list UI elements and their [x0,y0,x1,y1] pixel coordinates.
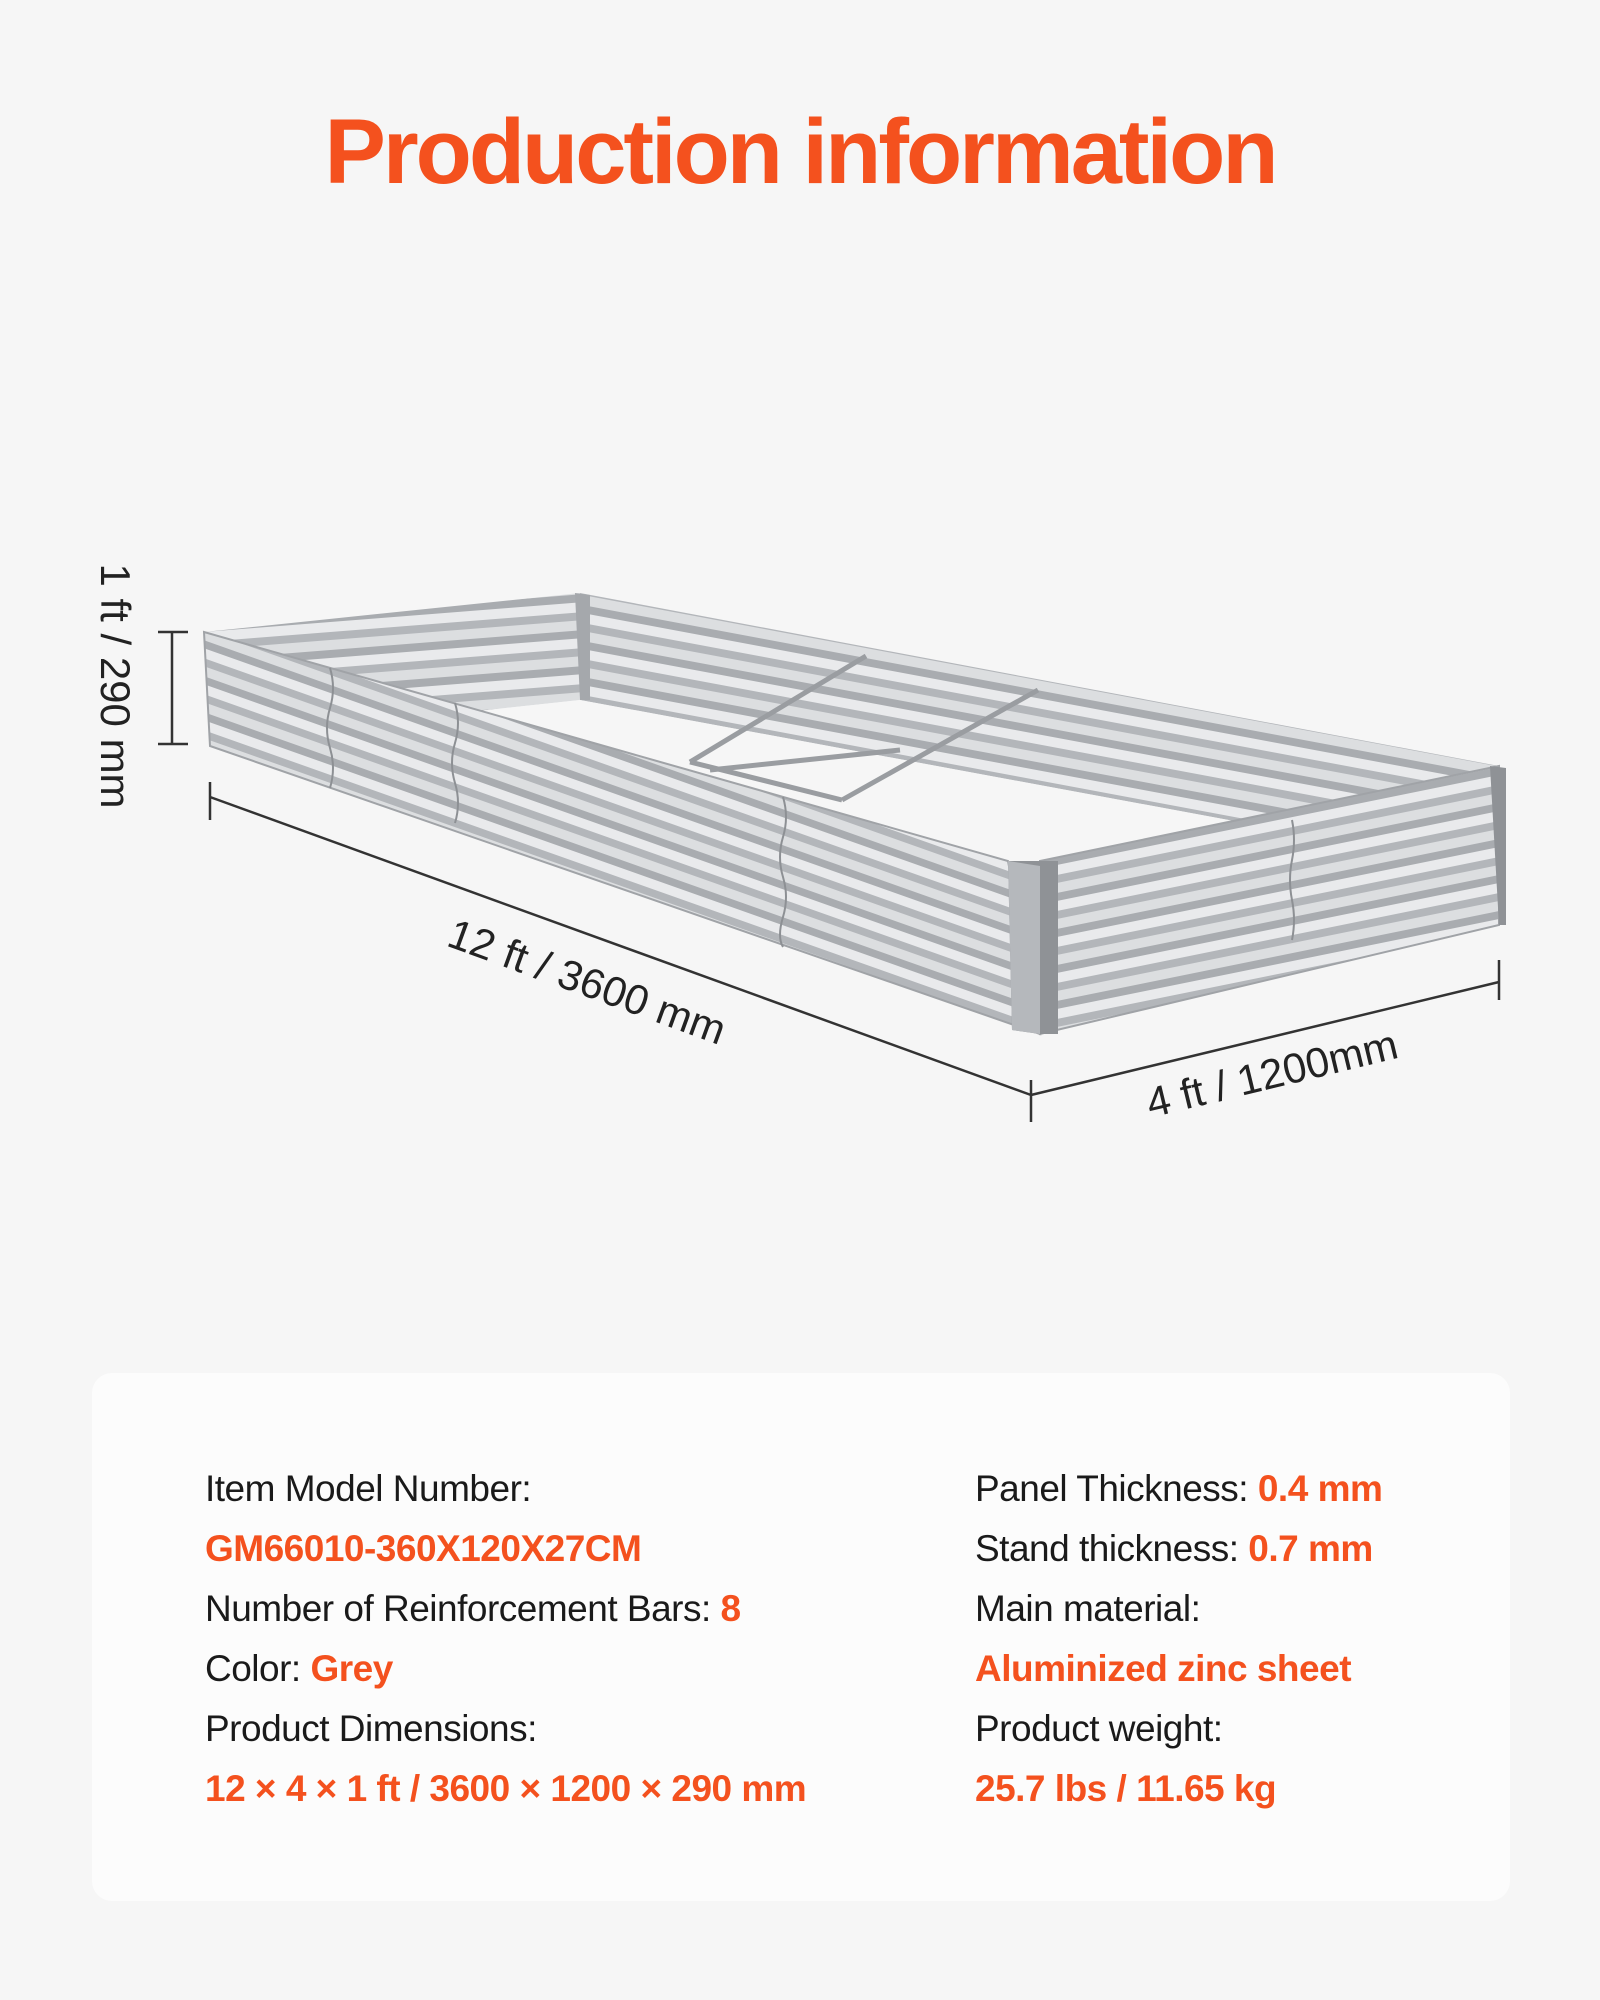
weight-label: Product weight: [975,1708,1223,1749]
width-dimension-label: 4 ft / 1200mm [1141,1020,1403,1127]
page-title: Production information [324,101,1276,203]
weight-value: 25.7 lbs / 11.65 kg [975,1768,1277,1809]
color-row [205,1639,806,1699]
panel-row [975,1459,1382,1519]
spec-column-right [975,1459,1382,1819]
material-value: Aluminized zinc sheet [975,1648,1352,1689]
bars-row [205,1579,806,1639]
length-dimension-label: 12 ft / 3600 mm [442,909,733,1054]
spec-card [92,1373,1510,1901]
model-label: Item Model Number: [205,1468,532,1509]
stand-value: 0.7 mm [1248,1528,1373,1569]
spec-column-left [205,1459,806,1819]
height-dimension-label: 1 ft / 290 mm [92,563,139,809]
color-label: Color: [205,1648,311,1689]
bars-value: 8 [720,1588,741,1629]
bars-label: Number of Reinforcement Bars: [205,1588,721,1629]
model-value: GM66010-360X120X27CM [205,1528,642,1569]
color-value: Grey [310,1648,393,1689]
panel-label: Panel Thickness: [975,1468,1258,1509]
dimensions-value: 12 × 4 × 1 ft / 3600 × 1200 × 290 mm [205,1768,807,1809]
panel-value: 0.4 mm [1257,1468,1383,1509]
dimensions-label: Product Dimensions: [205,1708,537,1749]
stand-row [975,1519,1382,1579]
material-label: Main material: [975,1588,1201,1629]
stand-label: Stand thickness: [975,1528,1249,1569]
